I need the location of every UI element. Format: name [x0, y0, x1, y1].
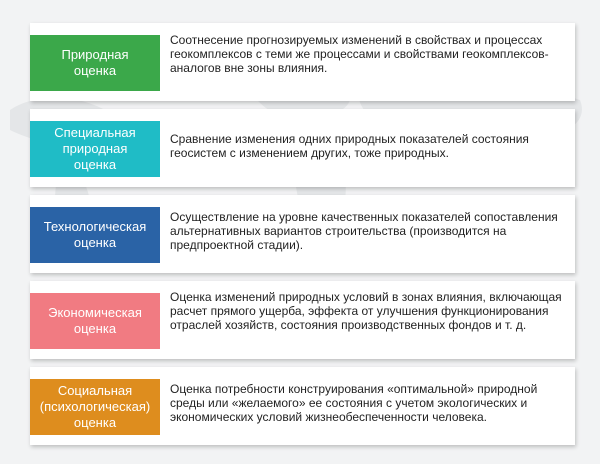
assessment-label-technological: Технологическая оценка [30, 207, 160, 263]
assessment-label-natural: Природная оценка [30, 35, 160, 91]
assessment-row-natural [30, 23, 575, 101]
assessment-row-social [30, 367, 575, 445]
assessment-row-special-natural [30, 109, 575, 187]
assessment-description-natural: Соотнесение прогнозируемых изменений в свойствах и процессах геокомплексов с теми же процессами и свойствами геокомплексов-аналогов вне зоны влияния. [170, 33, 549, 75]
assessment-description-technological: Осуществление на уровне качественных показателей сопоставления альтернативных вариантов строительства (производится на предпроектной стадии). [170, 210, 558, 252]
assessment-row-economic [30, 281, 575, 359]
assessment-row-technological [30, 195, 575, 273]
assessment-description-special-natural: Сравнение изменения одних природных показателей состояния геосистем с изменением других, тоже природных. [170, 132, 529, 160]
assessment-label-economic: Экономическая оценка [30, 293, 160, 349]
assessment-label-special-natural: Специальная природная оценка [30, 121, 160, 177]
assessment-description-economic: Оценка изменений природных условий в зонах влияния, включающая расчет прямого ущерба, эффекта от улучшения функционирования отраслей хозяйств, состояния производственных фондов и т. д. [170, 290, 562, 332]
assessment-label-social: Социальная (психологическая) оценка [30, 379, 160, 435]
assessment-description-social: Оценка потребности конструирования «оптимальной» природной среды или «желаемого» ее состояния с учетом экологических и экономических условий жизнеобеспеченности человека. [170, 382, 538, 424]
